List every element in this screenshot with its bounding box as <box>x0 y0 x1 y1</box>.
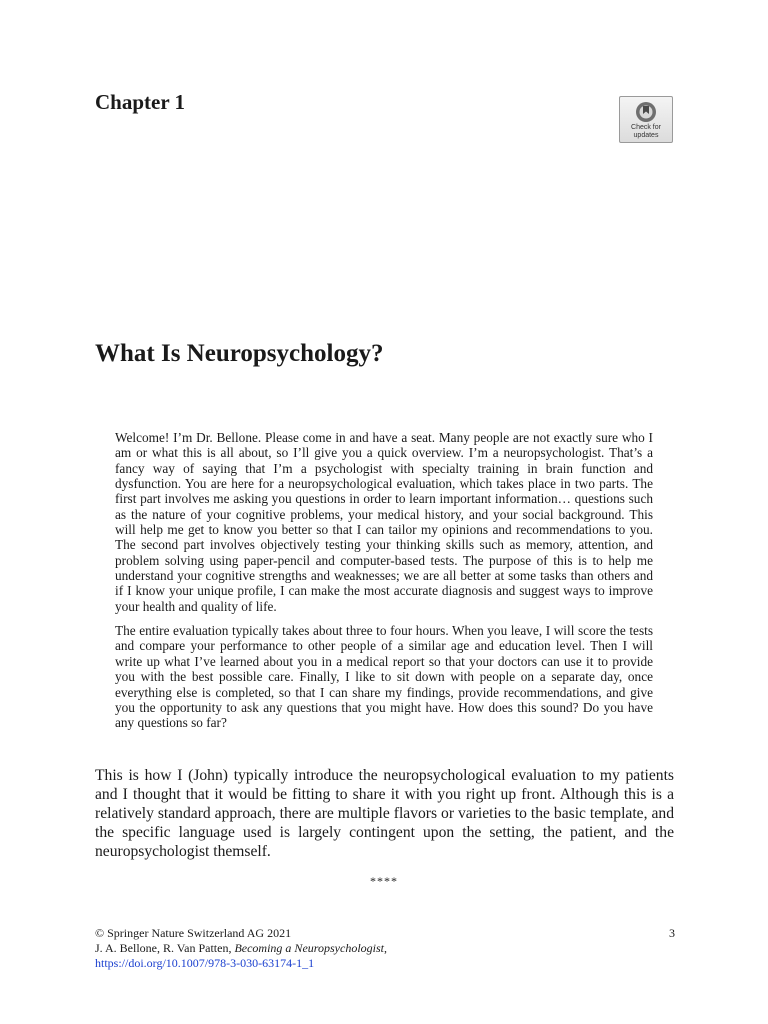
abstract-paragraph: Welcome! I’m Dr. Bellone. Please come in and have a seat. Many people are not exactly sure who I am or what this is all about, so I’ll give you a quick overview. I’m a neuropsychologist. That’s a fancy way of saying that I’m a psychologist with specialty training in brain function and dysfunction. You are here for a neuropsychological evaluation, which takes place in two parts. The first part involves me asking you questions in order to learn important information… questions such as the nature of your cognitive problems, your medical history, and your social background. This will help me get to know you better so that I can tailor my opinions and recommendations to you. The second part involves objectively testing your thinking skills such as memory, attention, and problem solving using paper-pencil and computer-based tests. The purpose of this is to help me understand your cognitive strengths and weaknesses; we are all better at some tasks than others and if I know your unique profile, I can make the most accurate diagnosis and suggest ways to improve your health and quality of life. <box>115 430 653 614</box>
copyright-line: © Springer Nature Switzerland AG 2021 <box>95 926 292 940</box>
page-number: 3 <box>669 926 675 940</box>
citation-authors: J. A. Bellone, R. Van Patten, <box>95 941 235 955</box>
body-paragraph: This is how I (John) typically introduce the neuropsychological evaluation to my patients and I thought that it would be fitting to share it with you right up front. Although this is a relatively standard approach, there are multiple flavors or varieties to the basic template, and the specific language used is largely contingent upon the setting, the patient, and the neuropsychologist themself. <box>95 767 674 861</box>
section-separator: **** <box>370 874 398 888</box>
chapter-label: Chapter 1 <box>95 90 186 114</box>
check-for-updates-badge[interactable] <box>619 96 673 143</box>
doi-link[interactable]: https://doi.org/10.1007/978-3-030-63174-1_1 <box>95 956 315 970</box>
check-for-updates-icon <box>634 101 658 123</box>
abstract <box>115 430 653 740</box>
abstract-paragraph: The entire evaluation typically takes about three to four hours. When you leave, I will score the tests and compare your performance to other people of a similar age and education level. Then I will write up what I’ve learned about you in a medical report so that your doctors can use it to provide you with the best possible care. Finally, I like to sit down with people on a separate day, once everything else is completed, so that I can share my findings, provide recommendations, and give you the opportunity to ask any questions that you might have. How does this sound? Do you have any questions so far? <box>115 623 653 731</box>
footer <box>95 926 675 971</box>
citation-line <box>95 941 675 956</box>
chapter-title: What Is Neuropsychology? <box>95 340 384 367</box>
badge-text: Check for updates <box>631 124 661 139</box>
citation-book-title: Becoming a Neuropsychologist <box>234 941 384 955</box>
citation-comma: , <box>383 941 387 955</box>
